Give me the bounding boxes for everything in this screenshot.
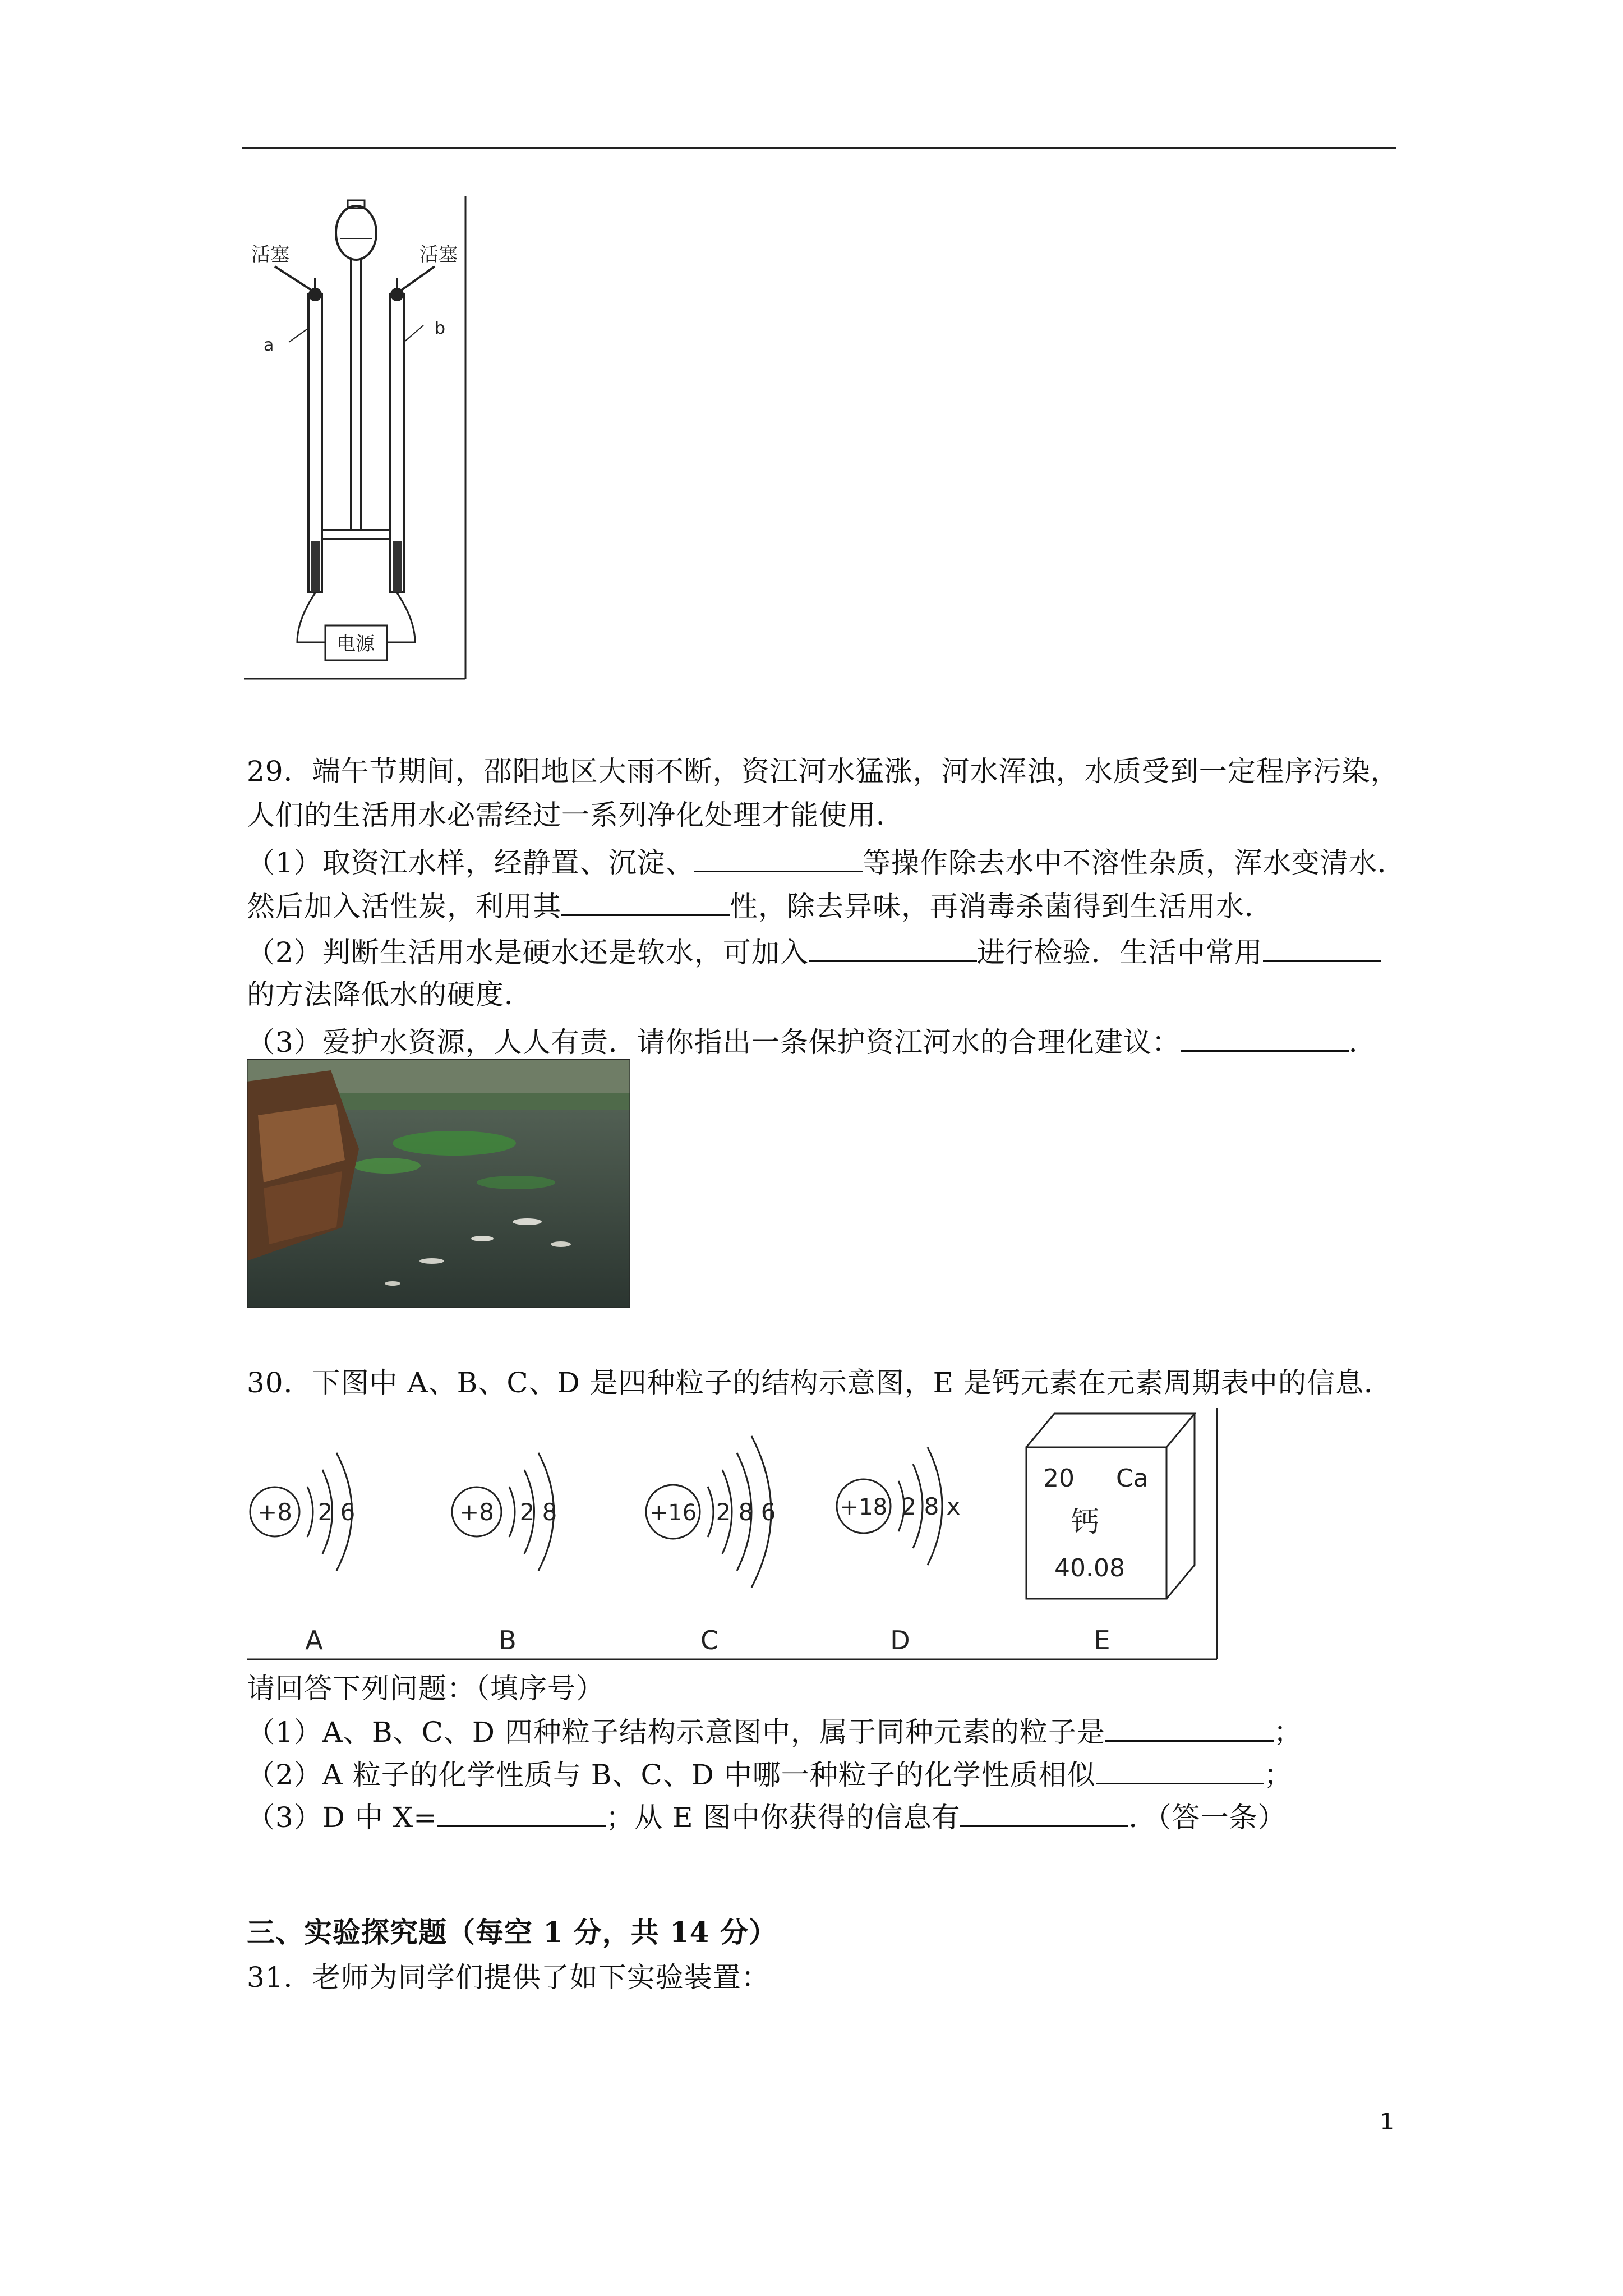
element-atomic-number: 20 bbox=[1043, 1464, 1075, 1493]
atom-b-label: B bbox=[499, 1625, 517, 1655]
q29-part1-text-b: 等操作除去水中不溶性杂质，浑水变清水． bbox=[862, 846, 1406, 879]
atom-c-label: C bbox=[700, 1625, 719, 1655]
element-symbol: Ca bbox=[1116, 1464, 1149, 1493]
atom-a-shells: 2 6 bbox=[317, 1498, 356, 1526]
q29-part3-line bbox=[247, 1021, 1377, 1062]
element-box-e bbox=[1026, 1414, 1195, 1655]
q30-sub2-text-a: （2）A 粒子的化学性质与 B、C、D 中哪一种粒子的化学性质相似 bbox=[247, 1759, 1096, 1791]
element-box-label: E bbox=[1094, 1625, 1110, 1655]
q30-sub1-text-a: （1）A、B、C、D 四种粒子结构示意图中，属于同种元素的粒子是 bbox=[247, 1716, 1105, 1749]
atom-d bbox=[837, 1447, 961, 1655]
q30-blank-3[interactable] bbox=[437, 1796, 606, 1827]
tube-b-label: b bbox=[435, 319, 446, 338]
tube-a-label: a bbox=[264, 335, 274, 355]
atom-a-nucleus: +8 bbox=[257, 1498, 292, 1526]
q29-part3-text-a: （3）爱护水资源，人人有责．请你指出一条保护资江河水的合理化建议： bbox=[247, 1026, 1181, 1059]
q30-sub3-line bbox=[247, 1796, 1286, 1837]
atom-b bbox=[452, 1453, 557, 1655]
q29-part2-text-c: 的方法降低水的硬度． bbox=[247, 978, 533, 1011]
q29-blank-4[interactable] bbox=[1263, 931, 1381, 962]
q29-stem-line2: 人们的生活用水必需经过一系列净化处理才能使用． bbox=[247, 799, 905, 831]
q29-part2-text-a: （2）判断生活用水是硬水还是软水，可加入 bbox=[247, 936, 809, 969]
q29-stem-line1: 29．端午节期间，邵阳地区大雨不断，资江河水猛涨，河水浑浊，水质受到一定程序污染， bbox=[247, 755, 1399, 788]
q29-part2-line bbox=[247, 931, 1381, 972]
header-rule bbox=[242, 147, 1396, 149]
q30-sub2-line bbox=[247, 1754, 1293, 1795]
q30-blank-4[interactable] bbox=[960, 1796, 1128, 1827]
atom-b-shells: 2 8 bbox=[519, 1498, 557, 1526]
stopcock-right-label: 活塞 bbox=[419, 243, 458, 266]
atom-c-nucleus: +16 bbox=[649, 1500, 697, 1526]
stopcock-left-label: 活塞 bbox=[251, 243, 289, 266]
q29-part1-text-c: 然后加入活性炭，利用其 bbox=[247, 890, 561, 923]
q30-sub2-text-b: ； bbox=[1264, 1759, 1293, 1791]
q30-sub3-text-b: ；从 E 图中你获得的信息有 bbox=[606, 1801, 961, 1834]
atom-d-nucleus: +18 bbox=[840, 1494, 888, 1520]
atom-d-label: D bbox=[890, 1625, 910, 1655]
q30-sub3-text-a: （3）D 中 X= bbox=[247, 1801, 438, 1834]
atom-d-shells: 2 8 x bbox=[901, 1493, 961, 1520]
section3-heading: 三、实验探究题（每空 1 分，共 14 分） bbox=[247, 1916, 777, 1949]
atom-c-shells: 2 8 6 bbox=[716, 1498, 776, 1526]
q30-blank-2[interactable] bbox=[1096, 1754, 1264, 1784]
q29-part1-line bbox=[247, 841, 1406, 882]
q31-stem: 31．老师为同学们提供了如下实验装置： bbox=[247, 1961, 770, 1994]
q30-blank-1[interactable] bbox=[1105, 1711, 1274, 1742]
electrolysis-apparatus-figure bbox=[241, 194, 477, 682]
polluted-river-photo bbox=[247, 1059, 630, 1308]
q29-blank-3[interactable] bbox=[809, 931, 977, 962]
q29-blank-2[interactable] bbox=[561, 885, 730, 916]
q30-stem: 30．下图中 A、B、C、D 是四种粒子的结构示意图，E 是钙元素在元素周期表中的信息． bbox=[247, 1366, 1393, 1399]
q29-part1-line2 bbox=[247, 885, 1273, 926]
page-number: 1 bbox=[1380, 2109, 1394, 2135]
q30-prompt: 请回答下列问题：（填序号） bbox=[247, 1672, 605, 1705]
atom-a-label: A bbox=[305, 1625, 323, 1655]
q29-part1-text-a: （1）取资江水样，经静置、沉淀、 bbox=[247, 846, 694, 879]
q29-blank-1[interactable] bbox=[694, 841, 863, 872]
element-atomic-mass: 40.08 bbox=[1054, 1554, 1125, 1582]
q29-blank-5[interactable] bbox=[1181, 1021, 1349, 1052]
q29-part3-text-b: ． bbox=[1348, 1026, 1377, 1059]
q30-sub3-text-c: ．（答一条） bbox=[1128, 1801, 1287, 1834]
power-supply-label: 电源 bbox=[336, 633, 375, 655]
q29-part2-text-b: 进行检验．生活中常用 bbox=[976, 936, 1263, 969]
atom-a bbox=[250, 1453, 355, 1655]
element-name: 钙 bbox=[1071, 1506, 1099, 1538]
q30-sub1-line bbox=[247, 1711, 1302, 1752]
q29-part1-text-d: 性，除去异味，再消毒杀菌得到生活用水． bbox=[730, 890, 1273, 923]
atom-b-nucleus: +8 bbox=[459, 1498, 494, 1526]
q30-sub1-text-b: ； bbox=[1273, 1716, 1302, 1749]
particle-structure-diagram bbox=[241, 1402, 1228, 1666]
atom-c bbox=[646, 1436, 776, 1655]
